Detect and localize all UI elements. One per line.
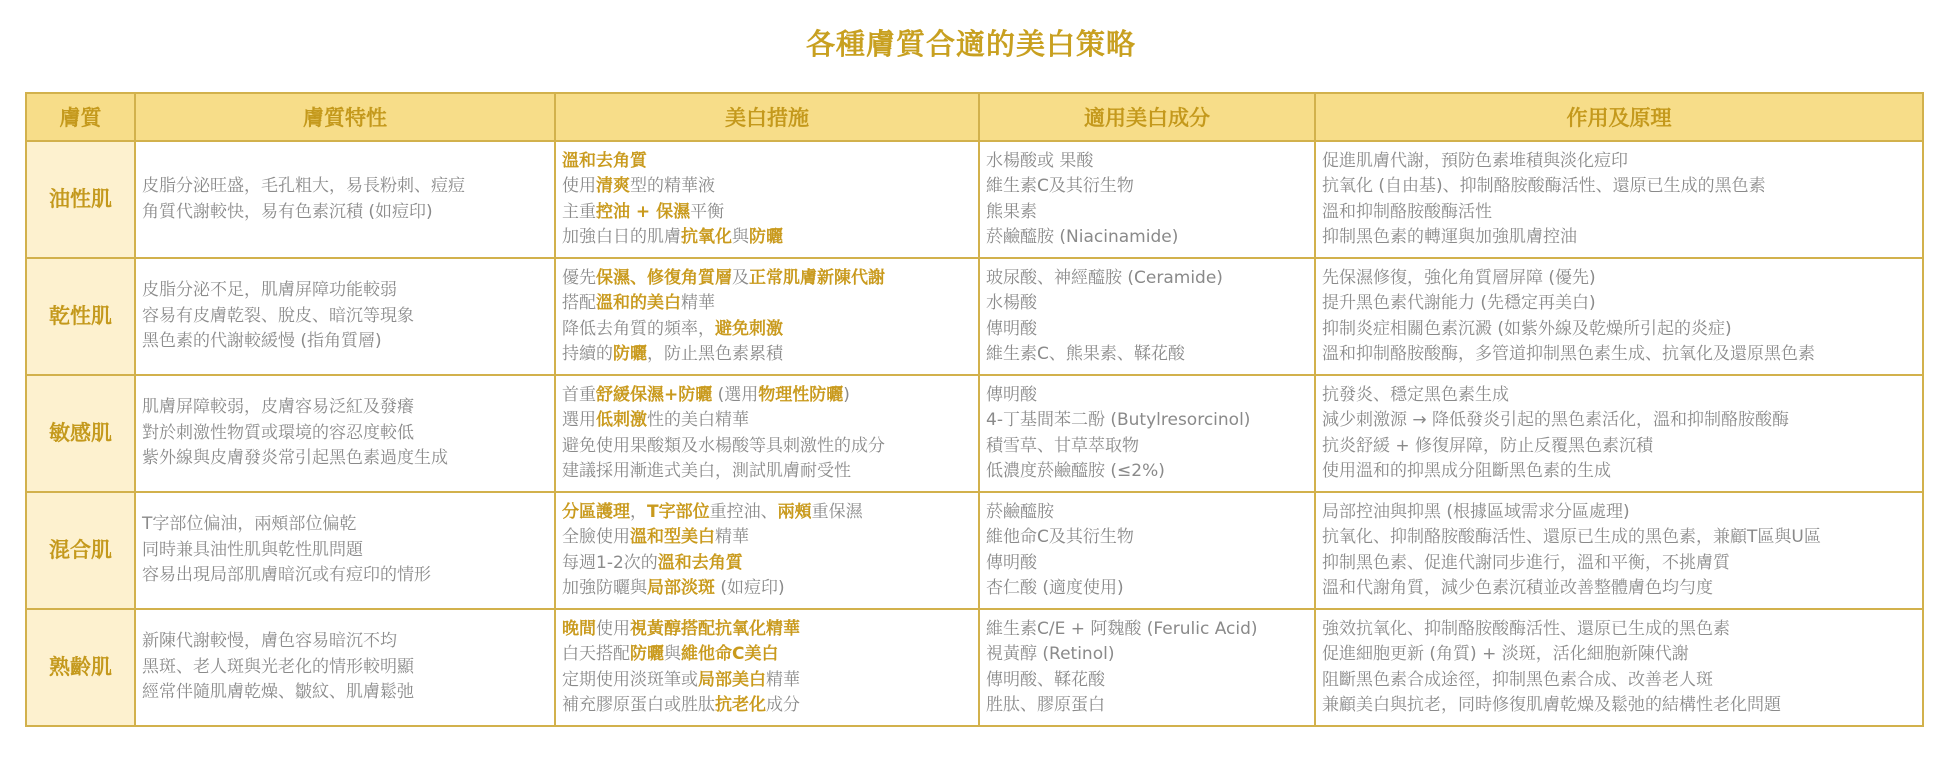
effects-cell [1315,609,1923,726]
plain-text: 全臉使用 [562,527,630,547]
table-header-row [26,93,1923,141]
emphasis-text: 防曬 [613,344,647,364]
cell-line [562,525,972,551]
effects-cell [1315,375,1923,492]
plain-text: 低濃度菸鹼醯胺 (≤2%) [986,461,1165,481]
measures-cell [555,141,979,258]
plain-text: 角質代謝較快，易有色素沉積 (如痘印) [142,201,433,222]
plain-text: 選用 [562,410,596,430]
effects-cell [1315,258,1923,375]
whitening-strategy-table [25,92,1924,727]
plain-text: 維他命C及其衍生物 [986,527,1134,547]
cell-line [562,291,972,317]
cell-line [1322,266,1916,292]
cell-line [142,629,548,655]
ingredients-cell [979,375,1315,492]
emphasis-text: 控油 + 保濕 [596,201,691,222]
cell-line [986,500,1308,526]
table-row [26,375,1923,492]
plain-text: 先保濕修復，強化角質層屏障 (優先) [1322,267,1596,288]
measures-cell [555,375,979,492]
cell-line [1322,668,1916,694]
emphasis-text: 溫和去角質 [657,552,743,573]
plain-text: 容易出現局部肌膚暗沉或有痘印的情形 [142,565,431,586]
plain-text: 水楊酸 [986,293,1037,313]
cell-line [142,304,548,330]
traits-cell [135,375,555,492]
plain-text: (如痘印) [715,578,785,598]
cell-line [986,642,1308,668]
cell-line [562,668,972,694]
emphasis-text: 溫和的美白 [596,293,681,313]
plain-text: 使用溫和的抑黑成分阻斷黑色素的生成 [1322,461,1611,481]
plain-text: 使用 [596,618,630,639]
cell-line [562,576,972,602]
plain-text: 型的精華液 [630,176,715,196]
cell-line [1322,225,1916,251]
cell-line [1322,459,1916,485]
plain-text: 局部控油與抑黑 (根據區域需求分區處理) [1322,501,1630,522]
cell-line [562,551,972,577]
header-effects: 作用及原理 [1315,93,1923,141]
cell-line [562,149,972,175]
emphasis-text: 局部淡斑 [647,578,715,598]
ingredients-cell [979,258,1315,375]
cell-line [1322,525,1916,551]
table-body [26,141,1923,726]
cell-line [986,459,1308,485]
plain-text: 抗氧化、抑制酪胺酸酶活性、還原已生成的黑色素，兼顧T區與U區 [1322,527,1821,547]
emphasis-text: 抗老化 [715,695,766,715]
plain-text: 傳明酸 [986,384,1037,405]
plain-text: 使用 [562,176,596,196]
cell-line [562,174,972,200]
table-row [26,258,1923,375]
plain-text: 維生素C、熊果素、鞣花酸 [986,344,1185,364]
plain-text: 抑制炎症相關色素沉澱 (如紫外線及乾燥所引起的炎症) [1322,318,1732,339]
emphasis-text: 抗氧化 [681,227,732,247]
plain-text: ，防止黑色素累積 [647,344,783,364]
measures-cell [555,609,979,726]
emphasis-text: 局部美白 [698,669,766,690]
plain-text: 與 [732,227,749,247]
plain-text: 首重 [562,384,596,405]
table-row [26,492,1923,609]
plain-text: 同時兼具油性肌與乾性肌問題 [142,539,363,560]
cell-line [1322,576,1916,602]
emphasis-text: 分區護理 [562,501,630,522]
plain-text: 肌膚屏障較弱，皮膚容易泛紅及發癢 [142,397,414,418]
plain-text: 促進細胞更新 (角質) + 淡斑，活化細胞新陳代謝 [1322,644,1689,664]
table-row [26,609,1923,726]
traits-cell [135,609,555,726]
plain-text: (選用 [712,384,759,405]
plain-text: 重控油、 [709,501,778,522]
plain-text: 減少刺激源 → 降低發炎引起的黑色素活化，溫和抑制酪胺酸酶 [1322,410,1790,430]
cell-line [142,512,548,538]
plain-text: 持續的 [562,344,613,364]
cell-line [986,693,1308,719]
plain-text: 搭配 [562,293,596,313]
plain-text: 杏仁酸 (適度使用) [986,578,1124,598]
cell-line [986,408,1308,434]
ingredients-cell [979,141,1315,258]
cell-line [142,200,548,226]
plain-text: 玻尿酸、神經醯胺 (Ceramide) [986,267,1223,288]
emphasis-text: 晚間 [562,618,596,639]
measures-cell [555,492,979,609]
cell-line [562,383,972,409]
cell-line [562,500,972,526]
plain-text: 強效抗氧化、抑制酪胺酸酶活性、還原已生成的黑色素 [1322,618,1730,639]
cell-line [562,459,972,485]
cell-line [1322,317,1916,343]
cell-line [986,342,1308,368]
emphasis-text: 兩頰 [777,501,812,522]
cell-line [986,317,1308,343]
plain-text: 維生素C及其衍生物 [986,176,1134,196]
emphasis-text: 防曬 [749,227,783,247]
cell-line [562,408,972,434]
plain-text: 成分 [766,695,800,715]
plain-text: 熊果素 [986,201,1037,222]
emphasis-text: 避免刺激 [715,318,783,339]
cell-line [142,278,548,304]
plain-text: 傳明酸 [986,318,1037,339]
cell-line [1322,551,1916,577]
cell-line [1322,174,1916,200]
cell-line [1322,408,1916,434]
cell-line [1322,200,1916,226]
cell-line [1322,342,1916,368]
plain-text: ) [843,384,850,405]
plain-text: 菸鹼醯胺 (Niacinamide) [986,227,1179,247]
emphasis-text: 溫和去角質 [562,150,647,171]
cell-line [142,563,548,589]
cell-line [1322,693,1916,719]
cell-line [562,617,972,643]
header-whitening-measures: 美白措施 [555,93,979,141]
plain-text: 及 [732,267,749,288]
plain-text: 促進肌膚代謝，預防色素堆積與淡化痘印 [1322,150,1628,171]
cell-line [986,149,1308,175]
cell-line [986,576,1308,602]
emphasis-text: 保濕、修復角質層 [596,267,732,288]
cell-line [562,266,972,292]
plain-text: 每週1-2次的 [562,552,658,573]
plain-text: 性的美白精華 [647,410,749,430]
cell-line [562,342,972,368]
plain-text: ， [630,501,647,522]
skin-type-cell: 混合肌 [26,492,135,609]
table-row [26,141,1923,258]
plain-text: 精華 [766,669,800,690]
cell-line [142,421,548,447]
cell-line [562,225,972,251]
header-ingredients: 適用美白成分 [979,93,1315,141]
cell-line [986,266,1308,292]
plain-text: 容易有皮膚乾裂、脫皮、暗沉等現象 [142,305,414,326]
cell-line [986,668,1308,694]
cell-line [1322,434,1916,460]
emphasis-text: 舒緩保濕+防曬 [596,384,713,405]
plain-text: 傳明酸、鞣花酸 [986,669,1105,690]
cell-line [562,693,972,719]
cell-line [142,395,548,421]
page-title: 各種膚質合適的美白策略 [805,27,1136,61]
plain-text: 避免使用果酸類及水楊酸等具刺激性的成分 [562,435,885,456]
emphasis-text: 清爽 [596,176,630,196]
plain-text: 黑色素的代謝較緩慢 (指角質層) [142,331,382,352]
cell-line [1322,642,1916,668]
skin-type-cell: 熟齡肌 [26,609,135,726]
header-skin-type: 膚質 [26,93,135,141]
plain-text: 定期使用淡斑筆或 [562,669,698,690]
cell-line [986,174,1308,200]
plain-text: 視黃醇 (Retinol) [986,644,1115,664]
cell-line [1322,149,1916,175]
plain-text: 抗氧化 (自由基)、抑制酪胺酸酶活性、還原已生成的黑色素 [1322,176,1766,196]
emphasis-text: 正常肌膚新陳代謝 [749,267,885,288]
plain-text: 建議採用漸進式美白，測試肌膚耐受性 [562,461,851,481]
plain-text: T字部位偏油，兩頰部位偏乾 [142,514,357,535]
skin-type-cell: 乾性肌 [26,258,135,375]
plain-text: 主重 [562,201,596,222]
plain-text: 抑制黑色素、促進代謝同步進行，溫和平衡，不挑膚質 [1322,552,1730,573]
emphasis-text: 防曬 [630,644,664,664]
cell-line [142,446,548,472]
plain-text: 抗炎舒緩 + 修復屏障，防止反覆黑色素沉積 [1322,435,1654,456]
traits-cell [135,141,555,258]
plain-text: 白天搭配 [562,644,630,664]
plain-text: 精華 [681,293,715,313]
cell-line [1322,617,1916,643]
cell-line [986,617,1308,643]
emphasis-text: T字部位 [647,501,710,522]
skin-type-cell: 敏感肌 [26,375,135,492]
cell-line [1322,291,1916,317]
plain-text: 抑制黑色素的轉運與加強肌膚控油 [1322,227,1577,247]
cell-line [562,200,972,226]
plain-text: 皮脂分泌旺盛，毛孔粗大，易長粉刺、痘痘 [142,176,465,196]
cell-line [986,383,1308,409]
plain-text: 菸鹼醯胺 [986,501,1054,522]
plain-text: 傳明酸 [986,552,1037,573]
plain-text: 溫和抑制酪胺酸酶，多管道抑制黑色素生成、抗氧化及還原黑色素 [1322,344,1815,364]
effects-cell [1315,492,1923,609]
traits-cell [135,492,555,609]
cell-line [142,538,548,564]
ingredients-cell [979,609,1315,726]
plain-text: 精華 [715,527,749,547]
cell-line [142,174,548,200]
cell-line [1322,383,1916,409]
plain-text: 黑斑、老人斑與光老化的情形較明顯 [142,656,414,677]
cell-line [986,225,1308,251]
emphasis-text: 物理性防曬 [758,384,844,405]
emphasis-text: 視黃醇搭配抗氧化精華 [630,618,800,639]
plain-text: 積雪草、甘草萃取物 [986,435,1139,456]
plain-text: 維生素C/E + 阿魏酸 (Ferulic Acid) [986,618,1258,639]
plain-text: 對於刺激性物質或環境的容忍度較低 [142,422,414,443]
plain-text: 新陳代謝較慢，膚色容易暗沉不均 [142,631,397,652]
plain-text: 加強白日的肌膚 [562,227,681,247]
cell-line [986,434,1308,460]
plain-text: 兼顧美白與抗老，同時修復肌膚乾燥及鬆弛的結構性老化問題 [1322,695,1781,715]
plain-text: 提升黑色素代謝能力 (先穩定再美白) [1322,293,1596,313]
cell-line [142,655,548,681]
plain-text: 阻斷黑色素合成途徑，抑制黑色素合成、改善老人斑 [1322,669,1713,690]
cell-line [562,317,972,343]
plain-text: 經常伴隨肌膚乾燥、皺紋、肌膚鬆弛 [142,682,414,703]
plain-text: 溫和抑制酪胺酸酶活性 [1322,201,1492,222]
plain-text: 平衡 [690,201,725,222]
header-skin-traits: 膚質特性 [135,93,555,141]
plain-text: 降低去角質的頻率， [562,318,715,339]
plain-text: 溫和代謝角質，減少色素沉積並改善整體膚色均勻度 [1322,578,1713,598]
cell-line [142,329,548,355]
plain-text: 4-丁基間苯二酚 (Butylresorcinol) [986,410,1251,430]
cell-line [562,642,972,668]
plain-text: 水楊酸或 果酸 [986,150,1094,171]
plain-text: 胜肽、膠原蛋白 [986,695,1105,715]
cell-line [142,680,548,706]
traits-cell [135,258,555,375]
ingredients-cell [979,492,1315,609]
plain-text: 紫外線與皮膚發炎常引起黑色素過度生成 [142,448,448,469]
plain-text: 抗發炎、穩定黑色素生成 [1322,384,1509,405]
emphasis-text: 維他命C美白 [681,644,779,664]
cell-line [986,551,1308,577]
emphasis-text: 溫和型美白 [630,527,715,547]
effects-cell [1315,141,1923,258]
cell-line [1322,500,1916,526]
plain-text: 加強防曬與 [562,578,647,598]
plain-text: 皮脂分泌不足，肌膚屏障功能較弱 [142,280,397,301]
plain-text: 優先 [562,267,596,288]
skin-type-cell: 油性肌 [26,141,135,258]
plain-text: 補充膠原蛋白或胜肽 [562,695,715,715]
cell-line [986,200,1308,226]
cell-line [562,434,972,460]
plain-text: 重保濕 [811,501,863,522]
measures-cell [555,258,979,375]
plain-text: 與 [664,644,681,664]
cell-line [986,525,1308,551]
emphasis-text: 低刺激 [596,410,647,430]
cell-line [986,291,1308,317]
